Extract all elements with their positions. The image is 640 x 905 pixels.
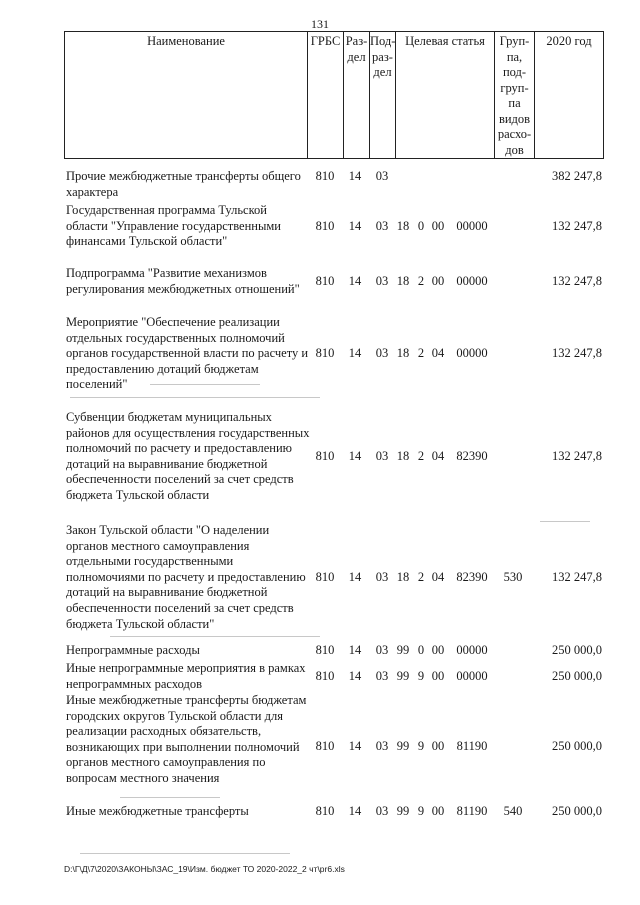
page-number: 131 — [311, 17, 329, 31]
row-podrazdel: 03 — [375, 804, 389, 818]
header-grbs: ГРБС — [308, 32, 344, 158]
row-name: Иные межбюджетные трансферты — [66, 804, 249, 818]
row-target-event: 00 — [431, 274, 445, 288]
row-target-subprogram: 2 — [417, 346, 425, 360]
row-target-event: 00 — [431, 218, 445, 233]
row-podrazdel: 03 — [375, 218, 389, 233]
row-sum: 250 000,0 — [552, 804, 602, 818]
row-razdel: 14 — [348, 169, 362, 183]
row-razdel: 14 — [348, 804, 362, 818]
row-sum: 132 247,8 — [552, 346, 602, 360]
row-razdel: 14 — [348, 346, 362, 360]
row-target-subprogram: 2 — [417, 274, 425, 288]
row-grbs: 810 — [315, 346, 335, 360]
row-target-event: 00 — [431, 804, 445, 818]
row-target-direction: 00000 — [456, 346, 488, 360]
row-target-program: 18 — [396, 274, 410, 288]
row-target-direction: 00000 — [456, 643, 488, 657]
row-grbs: 810 — [315, 218, 335, 233]
row-target-program: 99 — [396, 739, 410, 753]
row-name: Иные непрограммные мероприятия в рамках непрограммных расходов — [66, 661, 306, 691]
row-name: Подпрограмма "Развитие механизмов регулирования межбюджетных отношений" — [66, 266, 300, 296]
row-razdel: 14 — [348, 570, 362, 584]
row-target-direction: 82390 — [456, 570, 488, 584]
row-grbs: 810 — [315, 449, 335, 463]
row-grbs: 810 — [315, 669, 335, 683]
row-razdel: 14 — [348, 643, 362, 657]
row-sum: 250 000,0 — [552, 669, 602, 683]
row-grbs: 810 — [315, 739, 335, 753]
row-target-event: 04 — [431, 449, 445, 463]
row-target-program: 99 — [396, 643, 410, 657]
row-target-event: 00 — [431, 669, 445, 683]
file-path-footer: D:\Г\Д\7\2020\ЗАКОНЫ\ЗАС_19\Изм. бюджет ТО 2020-2022_2 чт\pr6.xls — [64, 864, 345, 874]
row-name: Субвенции бюджетам муниципальных районов для осуществления государственных полномочий по расчету и предоставлению дотаций на выравнивание бюджетной обеспеченности поселений за счет средств бюджета Тульской области — [66, 410, 310, 502]
row-sum: 132 247,8 — [552, 449, 602, 463]
row-target-subprogram: 2 — [417, 449, 425, 463]
row-sum: 250 000,0 — [552, 643, 602, 657]
row-expense-type: 530 — [503, 570, 523, 584]
row-target-direction: 81190 — [456, 804, 488, 818]
row-target-program: 99 — [396, 669, 410, 683]
row-razdel: 14 — [348, 669, 362, 683]
row-podrazdel: 03 — [375, 739, 389, 753]
row-target-program: 18 — [396, 449, 410, 463]
row-razdel: 14 — [348, 449, 362, 463]
row-target-subprogram: 0 — [417, 643, 425, 657]
row-target-subprogram: 9 — [417, 804, 425, 818]
scan-noise — [150, 384, 260, 385]
header-target-article: Целевая статья — [396, 32, 495, 158]
row-name: Мероприятие "Обеспечение реализации отдельных государственных полномочий органов государственной власти по расчету и предоставлению дотаций бюджетам поселений" — [66, 315, 309, 392]
row-name: Государственная программа Тульской области "Управление государственными финансами Тульской области" — [66, 203, 281, 249]
row-podrazdel: 03 — [375, 643, 389, 657]
header-expense-group: Груп- па, под- груп- па видов расхо- дов — [495, 32, 535, 158]
row-name: Закон Тульской области "О наделении органов местного самоуправления отдельными государственными полномочиями по расчету и предоставлению дотаций на выравнивание бюджетной обеспеченности поселений за счет средств бюджета Тульской области" — [66, 523, 306, 631]
header-podrazdel: Под- раз- дел — [370, 32, 396, 158]
row-grbs: 810 — [315, 274, 335, 288]
scan-noise — [70, 397, 320, 398]
row-sum: 132 247,8 — [552, 570, 602, 584]
row-podrazdel: 03 — [375, 274, 389, 288]
row-target-event: 04 — [431, 570, 445, 584]
header-name: Наименование — [65, 32, 308, 158]
scan-noise — [120, 797, 220, 798]
row-target-subprogram: 9 — [417, 669, 425, 683]
row-target-direction: 00000 — [456, 218, 488, 233]
row-name: Иные межбюджетные трансферты бюджетам городских округов Тульской области для реализации расходных обязательств, возникающих при выполнении полномочий органов местного самоуправления по вопросам местного значения — [66, 693, 307, 785]
row-podrazdel: 03 — [375, 669, 389, 683]
row-target-event: 04 — [431, 346, 445, 360]
row-grbs: 810 — [315, 570, 335, 584]
row-razdel: 14 — [348, 274, 362, 288]
row-podrazdel: 03 — [375, 169, 389, 183]
row-podrazdel: 03 — [375, 346, 389, 360]
row-grbs: 810 — [315, 169, 335, 183]
row-target-direction: 00000 — [456, 274, 488, 288]
row-target-event: 00 — [431, 739, 445, 753]
row-target-direction: 82390 — [456, 449, 488, 463]
header-razdel: Раз- дел — [344, 32, 370, 158]
table-header — [64, 31, 604, 159]
row-razdel: 14 — [348, 218, 362, 233]
row-razdel: 14 — [348, 739, 362, 753]
scan-noise — [110, 636, 320, 637]
row-sum: 132 247,8 — [552, 274, 602, 288]
row-target-program: 18 — [396, 218, 410, 233]
row-sum: 382 247,8 — [552, 169, 602, 183]
row-podrazdel: 03 — [375, 449, 389, 463]
row-target-direction: 81190 — [456, 739, 488, 753]
row-target-program: 18 — [396, 346, 410, 360]
row-target-event: 00 — [431, 643, 445, 657]
row-target-subprogram: 9 — [417, 739, 425, 753]
row-sum: 132 247,8 — [552, 218, 602, 233]
row-expense-type: 540 — [503, 804, 523, 818]
row-target-subprogram: 0 — [417, 218, 425, 233]
row-sum: 250 000,0 — [552, 739, 602, 753]
row-target-subprogram: 2 — [417, 570, 425, 584]
row-target-direction: 00000 — [456, 669, 488, 683]
header-year: 2020 год — [546, 34, 592, 48]
scan-noise — [80, 853, 290, 854]
scan-noise — [540, 521, 590, 522]
row-grbs: 810 — [315, 643, 335, 657]
row-name: Непрограммные расходы — [66, 643, 200, 657]
row-target-program: 99 — [396, 804, 410, 818]
row-name: Прочие межбюджетные трансферты общего характера — [66, 169, 301, 199]
row-target-program: 18 — [396, 570, 410, 584]
row-grbs: 810 — [315, 804, 335, 818]
row-podrazdel: 03 — [375, 570, 389, 584]
